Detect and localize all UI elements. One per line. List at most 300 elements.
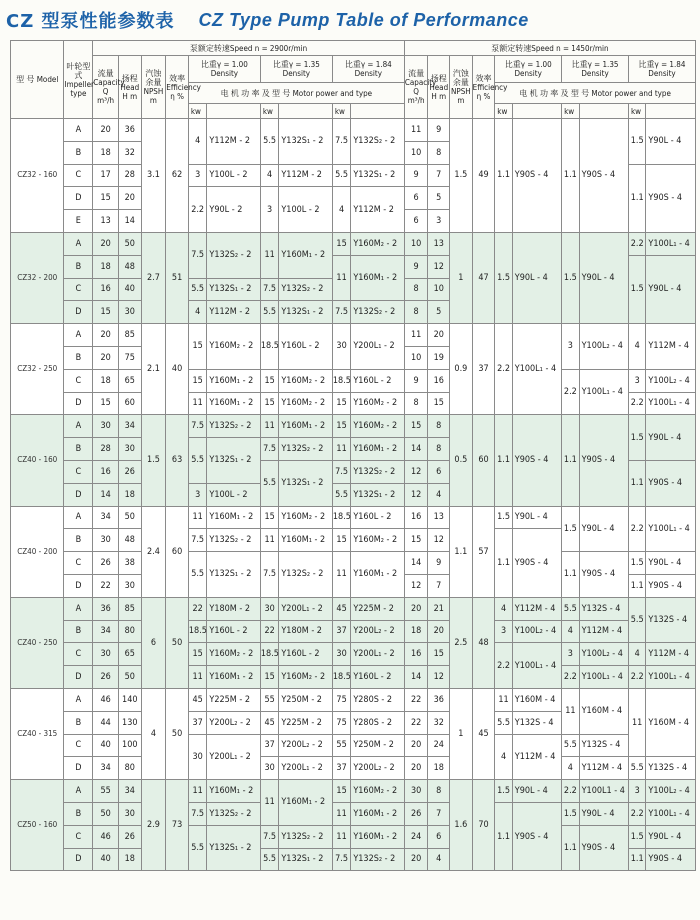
kw-184-cell: 55 xyxy=(332,734,351,757)
motor-135-cell: Y132S₁ - 2 xyxy=(279,848,332,871)
head-1450-cell: 4 xyxy=(428,848,450,871)
kw-184-1450-cell: 2.2 xyxy=(628,506,645,552)
kw-135-cell: 45 xyxy=(260,711,279,734)
motor-135-cell: Y160L - 2 xyxy=(279,324,332,370)
kw-135-cell: 55 xyxy=(260,688,279,711)
motor-100-1450-cell: Y90S - 4 xyxy=(512,119,561,233)
motor-184-1450-cell: Y90S - 4 xyxy=(646,460,696,506)
model-cell: CZ32 - 250 xyxy=(11,324,64,415)
motor-184-1450-cell: Y100L₂ - 4 xyxy=(646,780,696,803)
kw-100-cell: 22 xyxy=(188,597,207,620)
motor-184-1450-cell: Y100L₁ - 4 xyxy=(646,802,696,825)
kw-135-cell: 18.5 xyxy=(260,643,279,666)
table-body xyxy=(11,119,696,871)
kw-135-1450-cell: 2.2 xyxy=(562,369,579,415)
flow-1450-cell: 20 xyxy=(404,734,428,757)
head-cell: 75 xyxy=(118,346,141,369)
motor-135-1450-cell: Y90S - 4 xyxy=(579,415,628,506)
motor-100-cell: Y132S₁ - 2 xyxy=(207,438,260,484)
model-cell: CZ40 - 250 xyxy=(11,597,64,688)
motor-100-1450-cell: Y90L - 4 xyxy=(512,780,561,803)
head-cell: 50 xyxy=(118,666,141,689)
head-1450-cell: 8 xyxy=(428,141,450,164)
motor-184-cell: Y200L₂ - 2 xyxy=(351,757,404,780)
motor-135-1450-cell: Y90S - 4 xyxy=(579,825,628,871)
flow-cell: 16 xyxy=(93,278,119,301)
impeller-cell: A xyxy=(64,597,93,620)
kw-135-cell: 15 xyxy=(260,392,279,415)
motor-135-1450-cell: Y90S - 4 xyxy=(579,119,628,233)
header-head-1450: 扬程 Head H m xyxy=(428,56,450,119)
kw-135-cell: 4 xyxy=(260,164,279,187)
motor-100-1450-cell: Y132S - 4 xyxy=(512,711,561,734)
impeller-cell: C xyxy=(64,643,93,666)
motor-135-cell: Y225M - 2 xyxy=(279,711,332,734)
motor-135-1450-cell: Y132S - 4 xyxy=(579,734,628,757)
kw-100-cell: 30 xyxy=(188,734,207,780)
kw-184-1450-cell: 1.1 xyxy=(628,848,645,871)
kw-184-cell: 18.5 xyxy=(332,666,351,689)
table-row xyxy=(11,666,696,689)
flow-1450-cell: 20 xyxy=(404,848,428,871)
motor-184-cell: Y160M₂ - 2 xyxy=(351,780,404,803)
head-1450-cell: 18 xyxy=(428,757,450,780)
motor-184-cell: Y160M₂ - 2 xyxy=(351,232,404,255)
efficiency-cell: 50 xyxy=(166,597,189,688)
kw-184-cell: 11 xyxy=(332,438,351,461)
title-zh: CZ 型泵性能参数表 xyxy=(6,11,175,32)
kw-135-1450-cell: 11 xyxy=(562,688,579,734)
motor-184-cell: Y132S₂ - 2 xyxy=(351,119,404,165)
motor-184-1450-cell: Y100L₁ - 4 xyxy=(646,232,696,255)
kw-100-cell: 5.5 xyxy=(188,438,207,484)
kw-135-cell: 15 xyxy=(260,666,279,689)
kw-184-cell: 11 xyxy=(332,825,351,848)
kw-100-1450-cell: 1.1 xyxy=(495,119,512,233)
motor-135-1450-cell: Y100L1 - 4 xyxy=(579,780,628,803)
motor-184-cell: Y250M - 2 xyxy=(351,734,404,757)
motor-100-cell: Y90L - 2 xyxy=(207,187,260,233)
motor-135-cell: Y132S₂ - 2 xyxy=(279,552,332,598)
header-kw: kw xyxy=(260,104,279,119)
motor-100-cell: Y100L - 2 xyxy=(207,164,260,187)
motor-135-cell: Y250M - 2 xyxy=(279,688,332,711)
motor-100-cell: Y160L - 2 xyxy=(207,620,260,643)
flow-1450-cell: 22 xyxy=(404,688,428,711)
flow-1450-cell: 6 xyxy=(404,210,428,233)
motor-184-cell: Y160M₂ - 2 xyxy=(351,392,404,415)
table-row xyxy=(11,119,696,142)
npsh-cell: 2.4 xyxy=(141,506,166,597)
kw-184-cell: 4 xyxy=(332,187,351,233)
kw-135-1450-cell: 4 xyxy=(562,620,579,643)
impeller-cell: C xyxy=(64,552,93,575)
flow-1450-cell: 10 xyxy=(404,232,428,255)
efficiency-1450-cell: 48 xyxy=(472,597,495,688)
motor-184-cell: Y225M - 2 xyxy=(351,597,404,620)
kw-184-1450-cell: 2.2 xyxy=(628,666,645,689)
head-1450-cell: 16 xyxy=(428,369,450,392)
kw-184-cell: 30 xyxy=(332,643,351,666)
header-flow: 流量 Capacity Q m³/h xyxy=(93,56,119,119)
header-motor: 电 机 功 率 及 型 号 Motor power and type xyxy=(188,83,404,104)
efficiency-cell: 60 xyxy=(166,506,189,597)
flow-cell: 30 xyxy=(93,643,119,666)
kw-184-cell: 37 xyxy=(332,757,351,780)
motor-184-1450-cell: Y160M - 4 xyxy=(646,688,696,756)
head-1450-cell: 6 xyxy=(428,460,450,483)
motor-100-cell: Y200L₁ - 2 xyxy=(207,734,260,780)
header-gamma-100: 比重γ = 1.00 Density xyxy=(188,56,260,83)
head-1450-cell: 15 xyxy=(428,643,450,666)
impeller-cell: B xyxy=(64,529,93,552)
npsh-1450-cell: 1.1 xyxy=(450,506,473,597)
head-cell: 26 xyxy=(118,825,141,848)
head-cell: 65 xyxy=(118,643,141,666)
kw-135-cell: 22 xyxy=(260,620,279,643)
motor-135-cell: Y200L₁ - 2 xyxy=(279,757,332,780)
motor-135-1450-cell: Y112M - 4 xyxy=(579,620,628,643)
flow-1450-cell: 12 xyxy=(404,574,428,597)
table-row xyxy=(11,324,696,347)
kw-184-1450-cell: 3 xyxy=(628,780,645,803)
efficiency-1450-cell: 47 xyxy=(472,232,495,323)
impeller-cell: B xyxy=(64,802,93,825)
head-cell: 34 xyxy=(118,415,141,438)
npsh-1450-cell: 1.6 xyxy=(450,780,473,871)
kw-100-cell: 11 xyxy=(188,780,207,803)
motor-184-1450-cell: Y100L₁ - 4 xyxy=(646,506,696,552)
flow-1450-cell: 16 xyxy=(404,506,428,529)
kw-100-cell: 15 xyxy=(188,324,207,370)
kw-184-cell: 18.5 xyxy=(332,506,351,529)
kw-135-cell: 11 xyxy=(260,232,279,278)
kw-135-1450-cell: 5.5 xyxy=(562,734,579,757)
head-cell: 14 xyxy=(118,210,141,233)
head-1450-cell: 6 xyxy=(428,825,450,848)
head-1450-cell: 4 xyxy=(428,483,450,506)
impeller-cell: B xyxy=(64,711,93,734)
head-cell: 38 xyxy=(118,552,141,575)
head-cell: 28 xyxy=(118,164,141,187)
kw-184-cell: 75 xyxy=(332,688,351,711)
kw-135-cell: 18.5 xyxy=(260,324,279,370)
motor-100-1450-cell: Y100L₂ - 4 xyxy=(512,620,561,643)
head-cell: 85 xyxy=(118,324,141,347)
header-kw: kw xyxy=(495,104,512,119)
kw-135-cell: 11 xyxy=(260,780,279,826)
impeller-cell: A xyxy=(64,119,93,142)
impeller-cell: C xyxy=(64,369,93,392)
head-1450-cell: 15 xyxy=(428,392,450,415)
flow-cell: 30 xyxy=(93,415,119,438)
flow-cell: 46 xyxy=(93,825,119,848)
motor-100-1450-cell: Y90S - 4 xyxy=(512,415,561,506)
header-gamma-100-1450: 比重γ = 1.00 Density xyxy=(495,56,562,83)
flow-1450-cell: 20 xyxy=(404,597,428,620)
flow-1450-cell: 14 xyxy=(404,666,428,689)
kw-135-1450-cell: 1.1 xyxy=(562,119,579,233)
kw-135-cell: 7.5 xyxy=(260,552,279,598)
kw-135-1450-cell: 3 xyxy=(562,324,579,370)
efficiency-1450-cell: 70 xyxy=(472,780,495,871)
motor-135-1450-cell: Y90S - 4 xyxy=(579,552,628,598)
flow-cell: 30 xyxy=(93,529,119,552)
motor-100-cell: Y225M - 2 xyxy=(207,688,260,711)
motor-184-1450-cell: Y90L - 4 xyxy=(646,119,696,165)
npsh-1450-cell: 1.5 xyxy=(450,119,473,233)
impeller-cell: D xyxy=(64,301,93,324)
head-1450-cell: 36 xyxy=(428,688,450,711)
model-cell: CZ32 - 200 xyxy=(11,232,64,323)
motor-100-1450-cell: Y90L - 4 xyxy=(512,506,561,529)
kw-100-1450-cell: 4 xyxy=(495,734,512,780)
motor-135-cell: Y160M₂ - 2 xyxy=(279,392,332,415)
kw-184-1450-cell: 1.5 xyxy=(628,552,645,575)
npsh-1450-cell: 0.5 xyxy=(450,415,473,506)
motor-100-cell: Y160M₁ - 2 xyxy=(207,392,260,415)
motor-184-cell: Y200L₁ - 2 xyxy=(351,643,404,666)
table-row xyxy=(11,552,696,575)
kw-135-cell: 30 xyxy=(260,757,279,780)
header-npsh-1450: 汽蚀余量 NPSH m xyxy=(450,56,473,119)
kw-100-cell: 7.5 xyxy=(188,232,207,278)
motor-100-cell: Y160M₁ - 2 xyxy=(207,780,260,803)
flow-1450-cell: 26 xyxy=(404,802,428,825)
kw-135-1450-cell: 1.5 xyxy=(562,506,579,552)
head-cell: 36 xyxy=(118,119,141,142)
flow-cell: 46 xyxy=(93,688,119,711)
motor-100-cell: Y200L₂ - 2 xyxy=(207,711,260,734)
head-cell: 30 xyxy=(118,438,141,461)
kw-184-1450-cell: 5.5 xyxy=(628,597,645,643)
motor-184-1450-cell: Y112M - 4 xyxy=(646,324,696,370)
motor-184-1450-cell: Y132S - 4 xyxy=(646,597,696,643)
kw-184-cell: 15 xyxy=(332,529,351,552)
motor-100-1450-cell: Y112M - 4 xyxy=(512,597,561,620)
flow-cell: 15 xyxy=(93,187,119,210)
header-kw: kw xyxy=(562,104,579,119)
header-model: 型 号 Model xyxy=(11,41,64,119)
kw-100-cell: 7.5 xyxy=(188,529,207,552)
motor-100-cell: Y160M₂ - 2 xyxy=(207,643,260,666)
motor-135-cell: Y160M₁ - 2 xyxy=(279,529,332,552)
model-cell: CZ40 - 160 xyxy=(11,415,64,506)
head-1450-cell: 9 xyxy=(428,119,450,142)
kw-100-cell: 7.5 xyxy=(188,415,207,438)
efficiency-cell: 40 xyxy=(166,324,189,415)
motor-135-1450-cell: Y100L₂ - 4 xyxy=(579,324,628,370)
kw-100-cell: 11 xyxy=(188,666,207,689)
kw-184-1450-cell: 2.2 xyxy=(628,802,645,825)
header-efficiency-1450: 效率 Efficiency η % xyxy=(472,56,495,119)
motor-184-cell: Y132S₁ - 2 xyxy=(351,164,404,187)
flow-1450-cell: 30 xyxy=(404,780,428,803)
motor-184-cell: Y132S₂ - 2 xyxy=(351,848,404,871)
kw-135-cell: 5.5 xyxy=(260,848,279,871)
motor-100-cell: Y160M₂ - 2 xyxy=(207,324,260,370)
head-1450-cell: 8 xyxy=(428,780,450,803)
table-header xyxy=(11,41,696,119)
head-1450-cell: 19 xyxy=(428,346,450,369)
kw-135-cell: 11 xyxy=(260,529,279,552)
kw-100-cell: 5.5 xyxy=(188,278,207,301)
motor-135-1450-cell: Y132S - 4 xyxy=(579,597,628,620)
flow-1450-cell: 18 xyxy=(404,620,428,643)
flow-cell: 18 xyxy=(93,369,119,392)
motor-135-1450-cell: Y90L - 4 xyxy=(579,232,628,323)
flow-1450-cell: 12 xyxy=(404,460,428,483)
motor-184-1450-cell: Y100L₁ - 4 xyxy=(646,666,696,689)
head-1450-cell: 8 xyxy=(428,415,450,438)
header-impeller: 叶轮型式 Impeller type xyxy=(64,41,93,119)
flow-1450-cell: 9 xyxy=(404,255,428,278)
impeller-cell: D xyxy=(64,392,93,415)
flow-cell: 34 xyxy=(93,620,119,643)
kw-100-1450-cell: 3 xyxy=(495,620,512,643)
table-row xyxy=(11,802,696,825)
head-cell: 30 xyxy=(118,802,141,825)
head-1450-cell: 12 xyxy=(428,666,450,689)
flow-cell: 26 xyxy=(93,666,119,689)
motor-135-cell: Y160M₂ - 2 xyxy=(279,666,332,689)
kw-184-cell: 7.5 xyxy=(332,460,351,483)
head-cell: 65 xyxy=(118,369,141,392)
header-kw: kw xyxy=(188,104,207,119)
table-row xyxy=(11,780,696,803)
kw-184-cell: 15 xyxy=(332,780,351,803)
kw-184-1450-cell: 1.1 xyxy=(628,574,645,597)
efficiency-cell: 63 xyxy=(166,415,189,506)
head-1450-cell: 13 xyxy=(428,506,450,529)
table-row xyxy=(11,688,696,711)
kw-100-1450-cell: 1.1 xyxy=(495,529,512,597)
head-1450-cell: 20 xyxy=(428,620,450,643)
table-row xyxy=(11,232,696,255)
motor-135-cell: Y200L₁ - 2 xyxy=(279,597,332,620)
header-speed-2900: 泵额定转速Speed n = 2900r/min xyxy=(93,41,405,56)
head-cell: 130 xyxy=(118,711,141,734)
impeller-cell: D xyxy=(64,187,93,210)
efficiency-cell: 51 xyxy=(166,232,189,323)
impeller-cell: B xyxy=(64,141,93,164)
motor-184-1450-cell: Y132S - 4 xyxy=(646,757,696,780)
flow-cell: 20 xyxy=(93,232,119,255)
kw-100-cell: 7.5 xyxy=(188,802,207,825)
kw-100-cell: 5.5 xyxy=(188,825,207,871)
motor-100-cell: Y180M - 2 xyxy=(207,597,260,620)
kw-184-1450-cell: 2.2 xyxy=(628,232,645,255)
flow-cell: 15 xyxy=(93,392,119,415)
kw-135-cell: 15 xyxy=(260,369,279,392)
impeller-cell: B xyxy=(64,346,93,369)
efficiency-1450-cell: 37 xyxy=(472,324,495,415)
motor-184-cell: Y132S₂ - 2 xyxy=(351,460,404,483)
kw-100-cell: 3 xyxy=(188,164,207,187)
kw-135-cell: 5.5 xyxy=(260,301,279,324)
impeller-cell: A xyxy=(64,415,93,438)
motor-184-cell: Y280S - 2 xyxy=(351,688,404,711)
kw-184-1450-cell: 5.5 xyxy=(628,757,645,780)
flow-1450-cell: 8 xyxy=(404,278,428,301)
motor-184-1450-cell: Y90L - 4 xyxy=(646,255,696,323)
table-row xyxy=(11,506,696,529)
kw-100-cell: 15 xyxy=(188,643,207,666)
impeller-cell: A xyxy=(64,324,93,347)
kw-184-1450-cell: 1.5 xyxy=(628,119,645,165)
kw-135-cell: 3 xyxy=(260,187,279,233)
motor-100-cell: Y160M₁ - 2 xyxy=(207,666,260,689)
head-cell: 50 xyxy=(118,232,141,255)
head-cell: 30 xyxy=(118,301,141,324)
header-gamma-184: 比重γ = 1.84 Density xyxy=(332,56,404,83)
motor-100-1450-cell: Y112M - 4 xyxy=(512,734,561,780)
header-efficiency: 效率 Efficiency η % xyxy=(166,56,189,119)
motor-135-cell: Y112M - 2 xyxy=(279,164,332,187)
flow-cell: 44 xyxy=(93,711,119,734)
head-cell: 20 xyxy=(118,187,141,210)
head-cell: 80 xyxy=(118,620,141,643)
motor-184-cell: Y160M₁ - 2 xyxy=(351,255,404,301)
kw-184-1450-cell: 4 xyxy=(628,324,645,370)
kw-100-1450-cell: 1.1 xyxy=(495,415,512,506)
motor-184-1450-cell: Y90L - 4 xyxy=(646,825,696,848)
motor-184-1450-cell: Y90L - 4 xyxy=(646,552,696,575)
kw-184-cell: 11 xyxy=(332,552,351,598)
flow-1450-cell: 10 xyxy=(404,141,428,164)
motor-135-cell: Y132S₁ - 2 xyxy=(279,119,332,165)
kw-100-1450-cell: 2.2 xyxy=(495,324,512,415)
kw-184-1450-cell: 1.1 xyxy=(628,460,645,506)
kw-184-1450-cell: 1.5 xyxy=(628,415,645,461)
impeller-cell: D xyxy=(64,757,93,780)
kw-135-1450-cell: 2.2 xyxy=(562,666,579,689)
motor-135-cell: Y180M - 2 xyxy=(279,620,332,643)
motor-135-cell: Y132S₂ - 2 xyxy=(279,278,332,301)
motor-100-1450-cell: Y160M - 4 xyxy=(512,688,561,711)
head-1450-cell: 10 xyxy=(428,278,450,301)
motor-184-cell: Y160M₁ - 2 xyxy=(351,802,404,825)
header-gamma-135-1450: 比重γ = 1.35 Density xyxy=(562,56,629,83)
efficiency-1450-cell: 57 xyxy=(472,506,495,597)
impeller-cell: A xyxy=(64,506,93,529)
flow-1450-cell: 10 xyxy=(404,346,428,369)
title-en: CZ Type Pump Table of Performance xyxy=(198,9,529,30)
head-cell: 85 xyxy=(118,597,141,620)
impeller-cell: D xyxy=(64,574,93,597)
head-1450-cell: 3 xyxy=(428,210,450,233)
kw-135-1450-cell: 1.5 xyxy=(562,232,579,323)
flow-cell: 20 xyxy=(93,324,119,347)
flow-cell: 20 xyxy=(93,119,119,142)
motor-184-cell: Y112M - 2 xyxy=(351,187,404,233)
kw-135-1450-cell: 5.5 xyxy=(562,597,579,620)
kw-100-cell: 45 xyxy=(188,688,207,711)
kw-184-1450-cell: 11 xyxy=(628,688,645,756)
motor-100-1450-cell: Y90S - 4 xyxy=(512,802,561,870)
kw-184-cell: 15 xyxy=(332,392,351,415)
model-cell: CZ32 - 160 xyxy=(11,119,64,233)
efficiency-cell: 62 xyxy=(166,119,189,233)
kw-100-cell: 4 xyxy=(188,119,207,165)
kw-184-cell: 11 xyxy=(332,802,351,825)
flow-cell: 14 xyxy=(93,483,119,506)
impeller-cell: E xyxy=(64,210,93,233)
kw-184-cell: 5.5 xyxy=(332,483,351,506)
motor-135-cell: Y160M₁ - 2 xyxy=(279,415,332,438)
flow-cell: 18 xyxy=(93,141,119,164)
flow-cell: 34 xyxy=(93,757,119,780)
